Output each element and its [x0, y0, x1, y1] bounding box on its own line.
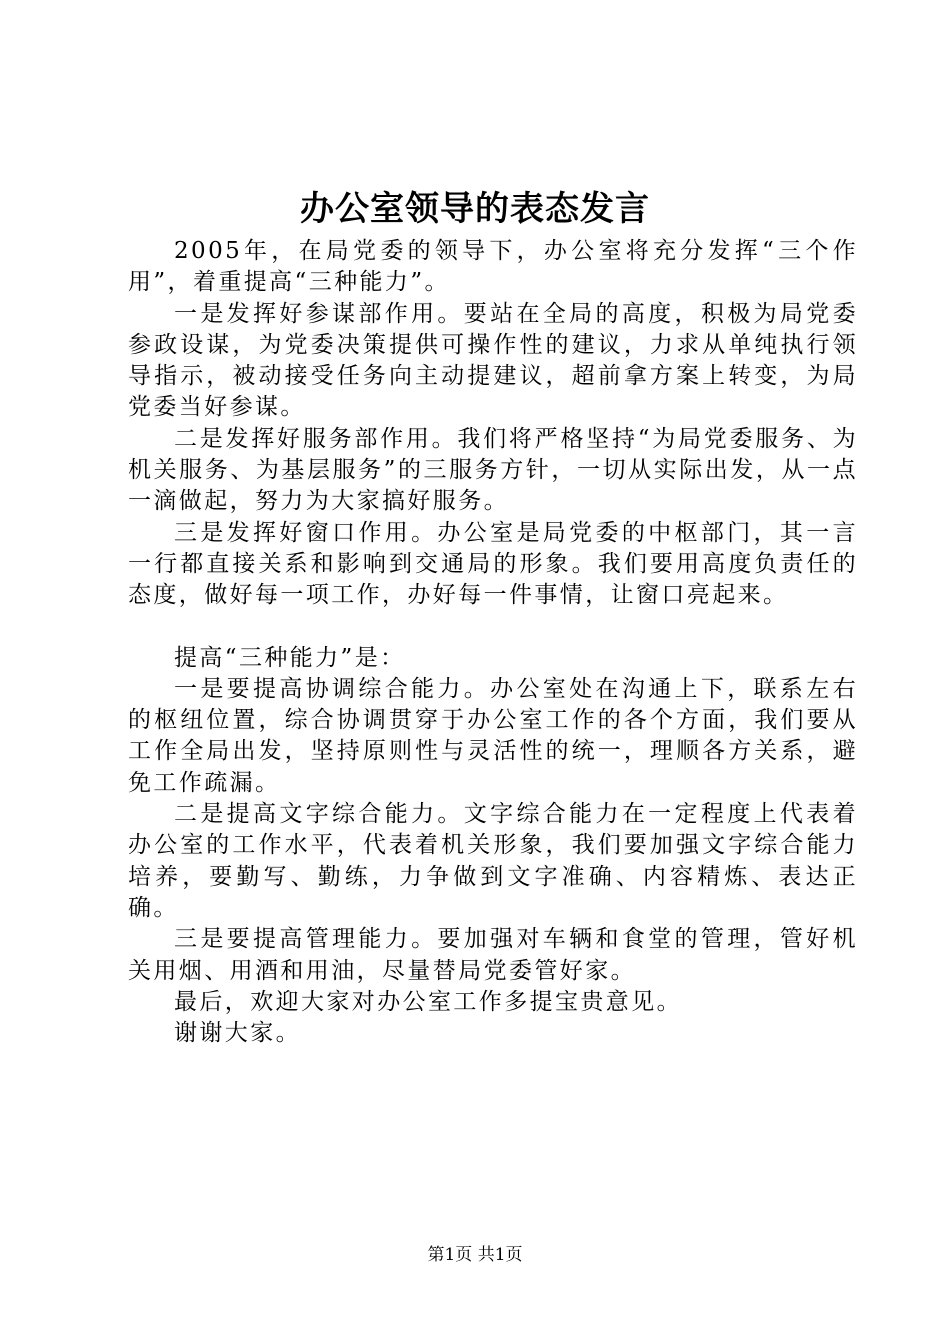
document-body [128, 236, 858, 1049]
paragraph-service-role: 二是发挥好服务部作用。我们将严格坚持“为局党委服务、为机关服务、为基层服务”的三服务方针，一切从实际出发，从一点一滴做起，努力为大家搞好服务。 [128, 425, 858, 515]
paragraph-writing-ability: 二是提高文字综合能力。文字综合能力在一定程度上代表着办公室的工作水平，代表着机关形象，我们要加强文字综合能力培养，要勤写、勤练，力争做到文字准确、内容精炼、表达正确。 [128, 801, 858, 921]
paragraph-spacer [128, 612, 858, 643]
paragraph-advisor-role: 一是发挥好参谋部作用。要站在全局的高度，积极为局党委参政设谋，为党委决策提供可操作性的建议，力求从单纯执行领导指示，被动接受任务向主动提建议，超前拿方案上转变，为局党委当好参谋。 [128, 300, 858, 421]
paragraph-window-role: 三是发挥好窗口作用。办公室是局党委的中枢部门，其一言一行都直接关系和影响到交通局的形象。我们要用高度负责任的态度，做好每一项工作，办好每一件事情，让窗口亮起来。 [128, 519, 858, 609]
paragraph-closing: 最后，欢迎大家对办公室工作多提宝贵意见。 [174, 988, 682, 1015]
page-footer: 第1页 共1页 [427, 1245, 523, 1265]
paragraph-coordination-ability: 一是要提高协调综合能力。办公室处在沟通上下，联系左右的枢纽位置，综合协调贯穿于办公室工作的各个方面，我们要从工作全局出发，坚持原则性与灵活性的统一，理顺各方关系，避免工作疏漏。 [128, 675, 858, 796]
document-title: 办公室领导的表态发言 [300, 189, 650, 229]
paragraph-management-ability: 三是要提高管理能力。要加强对车辆和食堂的管理，管好机关用烟、用酒和用油，尽量替局党委管好家。 [128, 926, 858, 984]
paragraph-abilities-heading: 提高“三种能力”是： [174, 644, 406, 671]
paragraph-thanks: 谢谢大家。 [174, 1020, 301, 1047]
paragraph-intro: 2005年，在局党委的领导下，办公室将充分发挥“三个作用”，着重提高“三种能力”。 [128, 238, 858, 296]
